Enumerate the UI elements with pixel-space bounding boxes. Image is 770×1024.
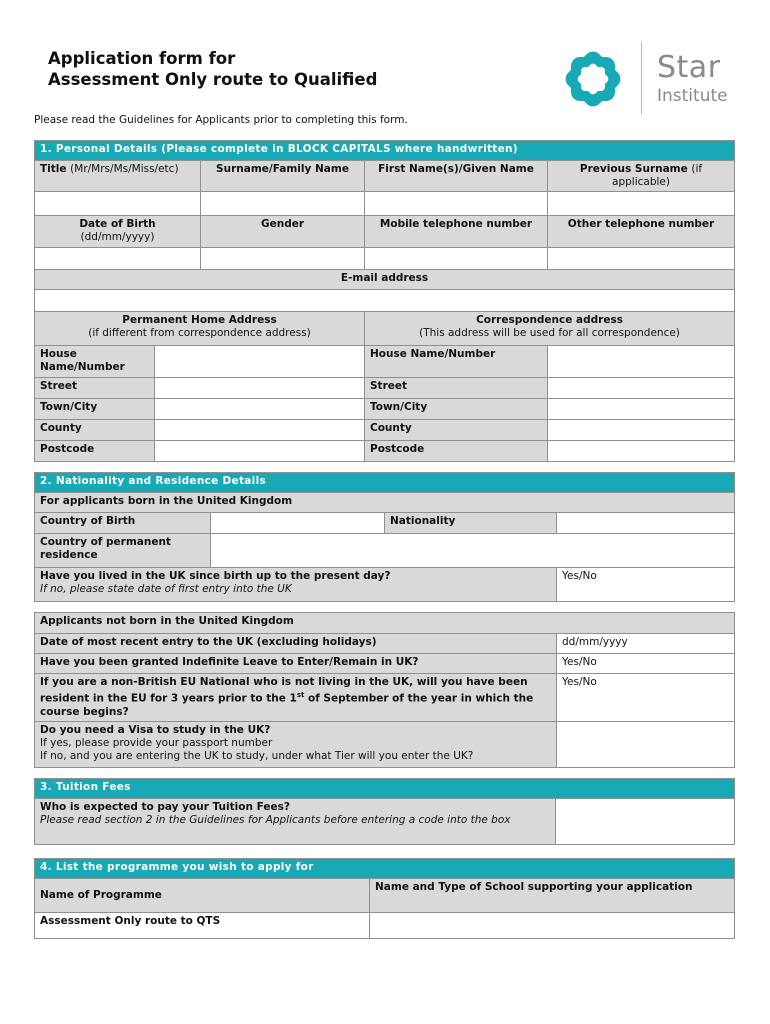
surname-input[interactable]: [201, 192, 365, 216]
page-title: [48, 48, 377, 90]
programme-name-label: Name of Programme: [35, 879, 370, 913]
star-institute-logo: [556, 42, 746, 116]
section-1-heading: 1. Personal Details (Please complete in BLOCK CAPITALS where handwritten): [35, 141, 735, 161]
corr-street-label: Street: [365, 378, 548, 399]
star-emblem-icon: [558, 44, 628, 114]
permanent-residence-input[interactable]: [211, 534, 735, 568]
perm-town-input[interactable]: [155, 399, 365, 420]
nationality-table: [34, 472, 735, 602]
recent-entry-question: Date of most recent entry to the UK (excluding holidays): [35, 634, 557, 654]
uk-born-subheading: For applicants born in the United Kingdom: [35, 493, 735, 513]
title-input[interactable]: [35, 192, 201, 216]
surname-label: Surname/Family Name: [201, 161, 365, 192]
programme-table: [34, 858, 735, 939]
email-input[interactable]: [35, 290, 735, 312]
tuition-fees-table: [34, 778, 735, 845]
visa-question: Do you need a Visa to study in the UK? If yes, please provide your passport number If no, and you are entering the UK to study, under what Tier will you enter the UK?: [35, 721, 557, 767]
corr-town-label: Town/City: [365, 399, 548, 420]
permanent-address-label: Permanent Home Address (if different from correspondence address): [35, 312, 365, 346]
tuition-payer-code-input[interactable]: [556, 799, 735, 845]
corr-postcode-input[interactable]: [548, 441, 735, 462]
corr-county-label: County: [365, 420, 548, 441]
perm-postcode-input[interactable]: [155, 441, 365, 462]
recent-entry-answer[interactable]: dd/mm/yyyy: [557, 634, 735, 654]
ilr-answer[interactable]: Yes/No: [557, 654, 735, 674]
country-of-birth-input[interactable]: [211, 513, 385, 534]
other-phone-input[interactable]: [548, 248, 735, 270]
eu-residence-question: If you are a non-British EU National who is not living in the UK, will you have been resident in the EU for 3 years prior to the 1st of September of the year in which the course begins?: [35, 674, 557, 722]
tuition-payer-question: Who is expected to pay your Tuition Fees? Please read section 2 in the Guidelines for Applicants before entering a code into the box: [35, 799, 556, 845]
perm-county-input[interactable]: [155, 420, 365, 441]
first-name-label: First Name(s)/Given Name: [365, 161, 548, 192]
school-label: Name and Type of School supporting your application: [370, 879, 735, 913]
previous-surname-input[interactable]: [548, 192, 735, 216]
corr-street-input[interactable]: [548, 378, 735, 399]
logo-divider: [641, 42, 642, 114]
personal-details-table: [34, 140, 735, 462]
corr-county-input[interactable]: [548, 420, 735, 441]
nationality-label: Nationality: [385, 513, 557, 534]
non-uk-born-table: [34, 612, 735, 768]
gender-input[interactable]: [201, 248, 365, 270]
previous-surname-label: Previous Surname (if applicable): [548, 161, 735, 192]
perm-house-input[interactable]: [155, 346, 365, 378]
dob-input[interactable]: [35, 248, 201, 270]
logo-word-institute: Institute: [657, 86, 728, 106]
mobile-input[interactable]: [365, 248, 548, 270]
eu-residence-answer[interactable]: Yes/No: [557, 674, 735, 722]
title-label: Title (Mr/Mrs/Ms/Miss/etc): [35, 161, 201, 192]
section-2-heading: 2. Nationality and Residence Details: [35, 473, 735, 493]
first-name-input[interactable]: [365, 192, 548, 216]
school-input[interactable]: [370, 913, 735, 939]
perm-county-label: County: [35, 420, 155, 441]
corr-postcode-label: Postcode: [365, 441, 548, 462]
not-uk-born-subheading: Applicants not born in the United Kingdom: [35, 613, 735, 634]
programme-name-value: Assessment Only route to QTS: [35, 913, 370, 939]
dob-label: Date of Birth (dd/mm/yyyy): [35, 216, 201, 248]
correspondence-address-label: Correspondence address (This address will be used for all correspondence): [365, 312, 735, 346]
perm-house-label: House Name/Number: [35, 346, 155, 378]
lived-in-uk-answer[interactable]: Yes/No: [557, 568, 735, 602]
perm-street-input[interactable]: [155, 378, 365, 399]
mobile-label: Mobile telephone number: [365, 216, 548, 248]
corr-town-input[interactable]: [548, 399, 735, 420]
perm-postcode-label: Postcode: [35, 441, 155, 462]
corr-house-input[interactable]: [548, 346, 735, 378]
visa-answer[interactable]: [557, 721, 735, 767]
corr-house-label: House Name/Number: [365, 346, 548, 378]
lived-in-uk-question: Have you lived in the UK since birth up to the present day? If no, please state date of first entry into the UK: [35, 568, 557, 602]
permanent-residence-label: Country of permanent residence: [35, 534, 211, 568]
logo-word-star: Star: [657, 50, 721, 85]
ilr-question: Have you been granted Indefinite Leave to Enter/Remain in UK?: [35, 654, 557, 674]
perm-town-label: Town/City: [35, 399, 155, 420]
section-4-heading: 4. List the programme you wish to apply for: [35, 859, 735, 879]
title-line-2: Assessment Only route to Qualified: [48, 70, 378, 89]
nationality-input[interactable]: [557, 513, 735, 534]
country-of-birth-label: Country of Birth: [35, 513, 211, 534]
gender-label: Gender: [201, 216, 365, 248]
intro-text: Please read the Guidelines for Applicants prior to completing this form.: [34, 114, 408, 126]
other-phone-label: Other telephone number: [548, 216, 735, 248]
email-label: E-mail address: [35, 270, 735, 290]
title-line-1: Application form for: [48, 49, 236, 68]
section-3-heading: 3. Tuition Fees: [35, 779, 735, 799]
perm-street-label: Street: [35, 378, 155, 399]
